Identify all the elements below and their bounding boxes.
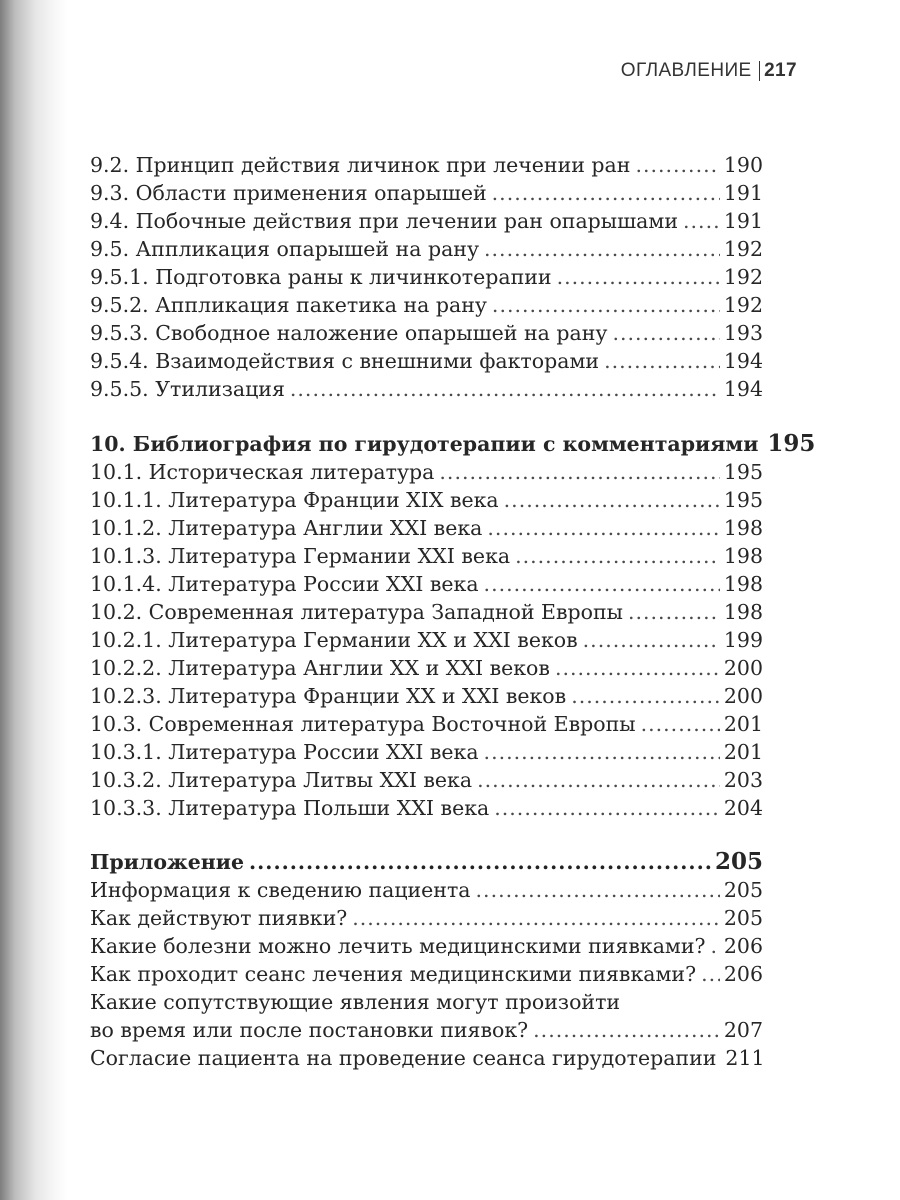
- toc-leader: [583, 628, 720, 652]
- toc-leader: [635, 153, 719, 177]
- toc-entry[interactable]: [90, 265, 763, 295]
- toc-entry-page: 199: [723, 628, 763, 652]
- toc-entry[interactable]: [90, 1046, 763, 1076]
- toc-entry-title: 10.3.1. Литература России XXI века: [90, 740, 479, 764]
- toc-entry[interactable]: [90, 796, 763, 826]
- toc-entry-page: 198: [723, 516, 763, 540]
- toc-entry[interactable]: [90, 349, 763, 379]
- toc-entry-title: 9.5.5. Утилизация: [90, 377, 285, 401]
- toc-entry-title: 9.4. Побочные действия при лечении ран опарышами: [90, 209, 679, 233]
- toc-entry[interactable]: [90, 684, 763, 714]
- toc-entry[interactable]: [90, 572, 763, 602]
- toc-leader: [604, 349, 720, 373]
- toc-entry-page: 193: [723, 321, 763, 345]
- toc-leader: [484, 572, 720, 596]
- toc-leader: [533, 1018, 720, 1042]
- toc-entry[interactable]: [90, 181, 763, 211]
- toc-entry-title: 9.2. Принцип действия личинок при лечении ран: [90, 153, 631, 177]
- toc-entry-page: 198: [723, 600, 763, 624]
- toc-leader: [484, 237, 720, 261]
- toc-leader: [701, 962, 720, 986]
- toc-entry-page: 192: [723, 293, 763, 317]
- toc-leader: [249, 850, 711, 874]
- toc-entry-title: 10.2. Современная литература Западной Европы: [90, 600, 623, 624]
- toc-leader: [477, 768, 720, 792]
- toc-appendix-page: 205: [714, 848, 763, 875]
- toc-entry-page: 190: [723, 153, 763, 177]
- toc-leader: [557, 265, 720, 289]
- toc-entry-page: 206: [723, 962, 763, 986]
- toc-entry-title: 10.3. Современная литература Восточной Европы: [90, 712, 636, 736]
- toc-entry[interactable]: [90, 628, 763, 658]
- book-spine-shadow: [0, 0, 68, 1200]
- toc-entry-page: 205: [723, 906, 763, 930]
- toc-entry[interactable]: [90, 544, 763, 574]
- toc-entry[interactable]: [90, 712, 763, 742]
- toc-entry-page: 200: [723, 656, 763, 680]
- toc-appendix-title: Приложение: [90, 850, 245, 874]
- toc-entry-title: Как проходит сеанс лечения медицинскими пиявками?: [90, 962, 697, 986]
- toc-entry-title: Какие болезни можно лечить медицинскими пиявками?: [90, 934, 706, 958]
- toc-leader: [711, 934, 720, 958]
- toc-leader: [515, 544, 720, 568]
- toc-leader: [628, 600, 720, 624]
- toc-entry-page: 194: [723, 349, 763, 373]
- toc-leader: [439, 460, 719, 484]
- toc-entry-line2[interactable]: [90, 1018, 763, 1048]
- toc-entry-page: 198: [723, 572, 763, 596]
- toc-leader: [492, 293, 720, 317]
- toc-entry[interactable]: [90, 321, 763, 351]
- toc-entry-page: 191: [723, 181, 763, 205]
- toc-leader: [487, 516, 719, 540]
- toc-entry-title: во время или после постановки пиявок?: [90, 1018, 529, 1042]
- toc-entry[interactable]: [90, 153, 763, 183]
- toc-entry-title: 10.2.2. Литература Англии XX и XXI веков: [90, 656, 550, 680]
- toc-appendix-heading[interactable]: [90, 848, 763, 878]
- toc-leader: [352, 906, 720, 930]
- toc-entry-page: 205: [723, 878, 763, 902]
- toc-entry[interactable]: [90, 460, 763, 490]
- toc-entry-title: 10.2.3. Литература Франции XX и XXI веков: [90, 684, 567, 708]
- toc-entry-page: 201: [723, 740, 763, 764]
- toc-entry-page: 203: [723, 768, 763, 792]
- toc-leader: [612, 321, 719, 345]
- toc-leader: [571, 684, 720, 708]
- toc-entry-page: 198: [723, 544, 763, 568]
- toc-entry[interactable]: [90, 237, 763, 267]
- toc-entry-title: 9.5.2. Аппликация пакетика на рану: [90, 293, 487, 317]
- toc-chapter-title: 10. Библиография по гирудотерапии с комментариями: [90, 432, 759, 456]
- toc-entry[interactable]: [90, 293, 763, 323]
- toc-entry-title: 9.5.3. Свободное наложение опарышей на рану: [90, 321, 608, 345]
- toc-entry[interactable]: [90, 600, 763, 630]
- toc-entry-title: 10.3.3. Литература Польши XXI века: [90, 796, 490, 820]
- toc-entry-page: 195: [723, 488, 763, 512]
- toc-entry-title: 10.1. Историческая литература: [90, 460, 435, 484]
- toc-entry-title: 9.5. Аппликация опарышей на рану: [90, 237, 480, 261]
- toc-entry-title: Какие сопутствующие явления могут произойти: [90, 990, 621, 1014]
- toc-entry-page: 191: [723, 209, 763, 233]
- toc-entry-title: 9.3. Области применения опарышей: [90, 181, 487, 205]
- toc-entry-title: 9.5.4. Взаимодействия с внешними факторами: [90, 349, 600, 373]
- toc-entry[interactable]: [90, 488, 763, 518]
- toc-entry-page: 200: [723, 684, 763, 708]
- toc-leader: [476, 878, 720, 902]
- toc-entry-title: 10.1.1. Литература Франции XIX века: [90, 488, 499, 512]
- toc-leader: [492, 181, 720, 205]
- toc-entry-title: Как действуют пиявки?: [90, 906, 348, 930]
- toc-entry-page: 207: [723, 1018, 763, 1042]
- toc-leader: [641, 712, 720, 736]
- toc-leader: [494, 796, 720, 820]
- toc-entry-page: 201: [723, 712, 763, 736]
- toc-entry[interactable]: [90, 377, 763, 407]
- toc-entry[interactable]: [90, 516, 763, 546]
- toc-entry-page: 211: [725, 1046, 765, 1070]
- toc-chapter-page: 195: [767, 430, 816, 457]
- toc-leader: [504, 488, 720, 512]
- toc-entry[interactable]: [90, 740, 763, 770]
- toc-entry-page: 204: [723, 796, 763, 820]
- toc-entry-page: 192: [723, 265, 763, 289]
- toc-entry-title: 10.2.1. Литература Германии XX и XXI веков: [90, 628, 578, 652]
- toc-entry[interactable]: [90, 934, 763, 964]
- toc-entry[interactable]: [90, 768, 763, 798]
- toc-entry-title: 10.1.3. Литература Германии XXI века: [90, 544, 511, 568]
- toc-entry[interactable]: [90, 209, 763, 239]
- toc-entry[interactable]: [90, 878, 763, 908]
- toc-leader: [555, 656, 720, 680]
- toc-entry-title: Согласие пациента на проведение сеанса гирудотерапии: [90, 1046, 717, 1070]
- running-head-title: ОГЛАВЛЕНИЕ: [620, 60, 752, 81]
- toc-leader: [683, 209, 720, 233]
- toc-entry-page: 195: [723, 460, 763, 484]
- toc-leader: [484, 740, 720, 764]
- page-number: 217: [764, 60, 797, 81]
- toc-entry-title: 10.1.2. Литература Англии XXI века: [90, 516, 483, 540]
- toc-entry-line1[interactable]: [90, 990, 763, 1020]
- toc-entry-page: 192: [723, 237, 763, 261]
- toc-entry[interactable]: [90, 656, 763, 686]
- toc-entry-title: Информация к сведению пациента: [90, 878, 471, 902]
- toc-chapter-heading[interactable]: [90, 430, 816, 460]
- toc-leader: [290, 377, 720, 401]
- toc-entry-title: 10.1.4. Литература России XXI века: [90, 572, 479, 596]
- toc-entry-title: 9.5.1. Подготовка раны к личинкотерапии: [90, 265, 552, 289]
- toc-entry[interactable]: [90, 962, 763, 992]
- toc-entry-title: 10.3.2. Литература Литвы XXI века: [90, 768, 473, 792]
- toc-entry-page: 206: [723, 934, 763, 958]
- toc-entry-page: 194: [723, 377, 763, 401]
- toc-entry[interactable]: [90, 906, 763, 936]
